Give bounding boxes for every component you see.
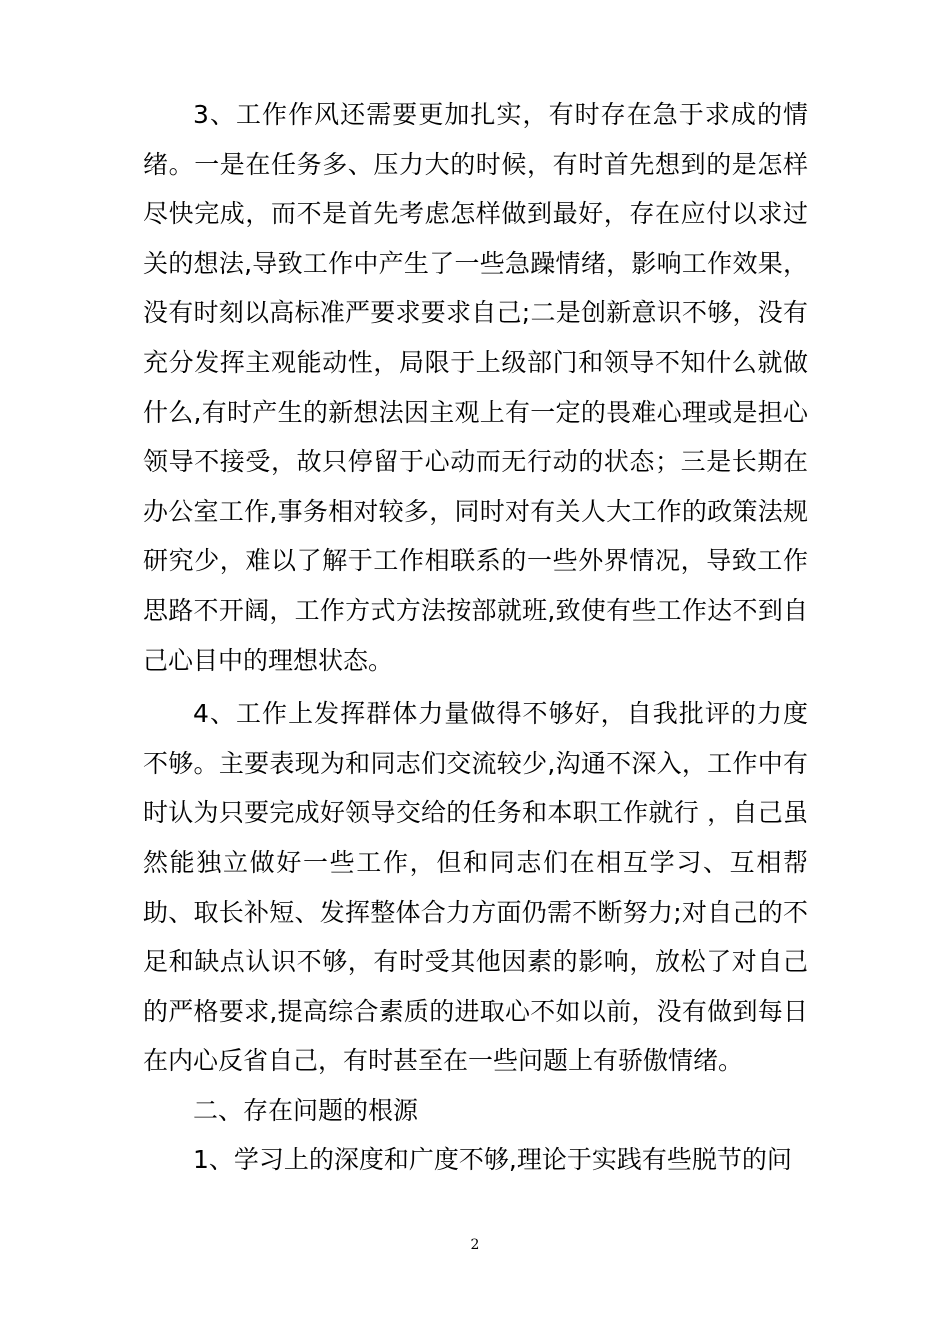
page-number: 2 bbox=[470, 1237, 480, 1253]
paragraph-team-strength: 4、工作上发挥群体力量做得不够好，自我批评的力度不够。主要表现为和同志们交流较少,沟通不深入，工作中有时认为只要完成好领导交给的任务和本职工作就行 ，自己虽然能独立做好一些工作，但和同志们在相互学习、互相帮助、取长补短、发挥整体合力方面仍需不断努力;对自己的不足和缺点认识不够，有时受其他因素的影响，放松了对自己的严格要求,提高综合素质的进取心不如以前，没有做到每日在内心反省自己，有时甚至在一些问题上有骄傲情绪。 bbox=[143, 699, 808, 1076]
paragraph-work-style: 3、工作作风还需要更加扎实，有时存在急于求成的情绪。一是在任务多、压力大的时候，有时首先想到的是怎样尽快完成，而不是首先考虑怎样做到最好，存在应付以求过关的想法,导致工作中产生了一些急躁情绪，影响工作效果，没有时刻以高标准严要求要求自己;二是创新意识不够，没有充分发挥主观能动性，局限于上级部门和领导不知什么就做什么,有时产生的新想法因主观上有一定的畏难心理或是担心领导不接受，故只停留于心动而无行动的状态；三是长期在办公室工作,事务相对较多，同时对有关人大工作的政策法规研究少，难以了解于工作相联系的一些外界情况，导致工作思路不开阔，工作方式方法按部就班,致使有些工作达不到自己心目中的理想状态。 bbox=[143, 100, 808, 675]
section-heading: 二、存在问题的根源 bbox=[193, 1095, 419, 1125]
paragraph-study-depth: 1、学习上的深度和广度不够,理论于实践有些脱节的问 bbox=[193, 1145, 792, 1175]
document-body bbox=[143, 90, 808, 1185]
